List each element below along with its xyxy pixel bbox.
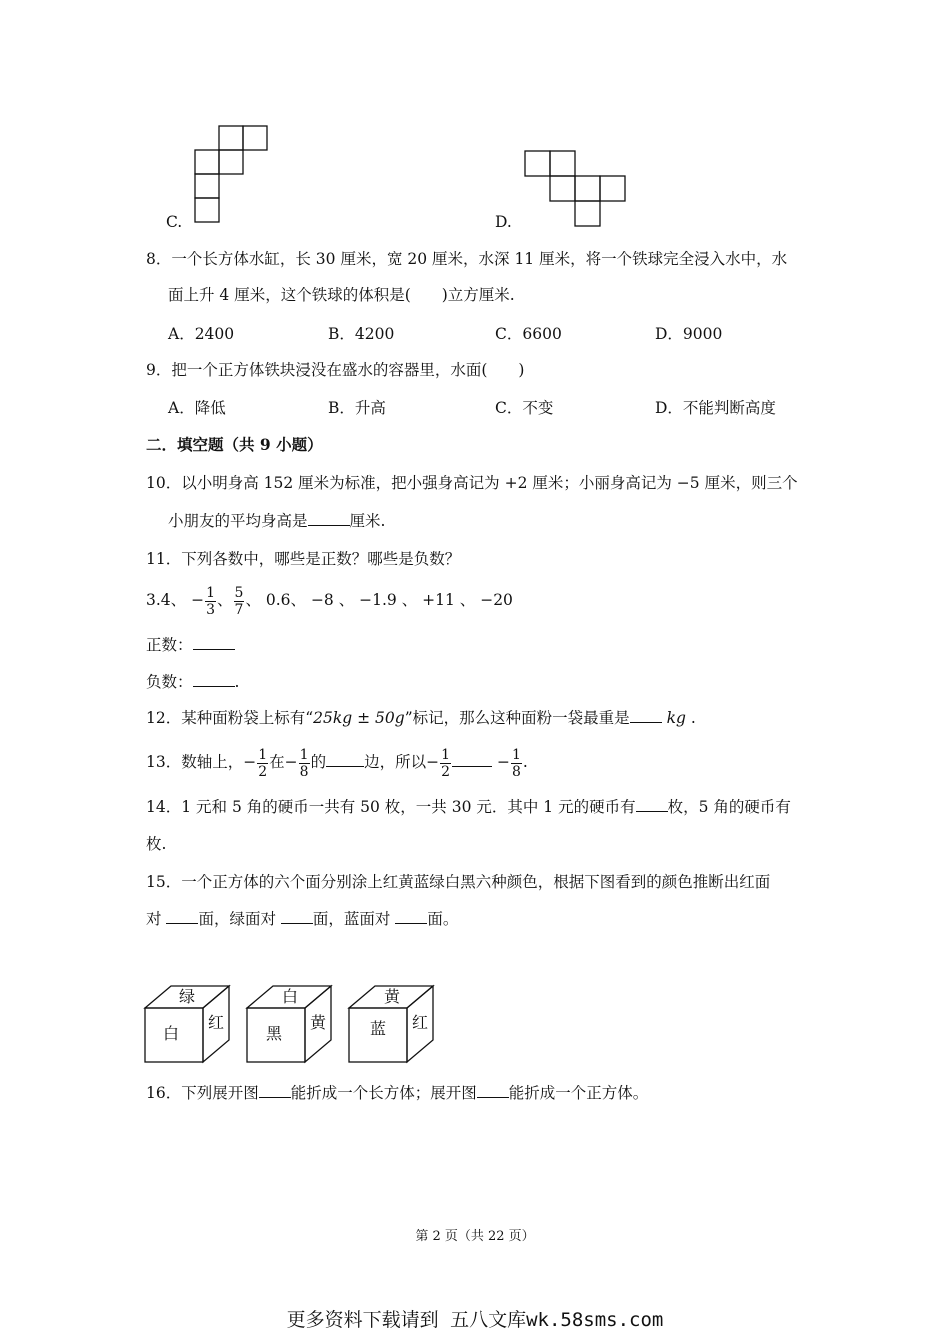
q15-line1: 15．一个正方体的六个面分别涂上红黄蓝绿白黑六种颜色，根据下图看到的颜色推断出红面	[146, 873, 771, 891]
q15-line2: 对 面，绿面对 面，蓝面对 面。	[146, 910, 459, 928]
q11-negative-row: 负数： .	[146, 673, 240, 691]
q14-blank-yuan[interactable]	[636, 797, 668, 812]
page-number: 第 2 页（共 22 页）	[415, 1229, 535, 1244]
option-d-label: D.	[495, 213, 512, 231]
q8-line2: 面上升 4 厘米，这个铁球的体积是( )立方厘米.	[168, 286, 515, 304]
cube-3-top-label: 黄	[383, 987, 401, 1006]
q9-text: 9．把一个正方体铁块浸没在盛水的容器里，水面( )	[146, 361, 525, 379]
q13-text: 13．数轴上，− $\frac{1}{2}$ 在− $\frac{1}{8}$ 的 边，所以− $\frac{1}{2}$ − $\frac{1}{8}$ .	[146, 746, 528, 780]
q9-option-b: B．升高	[328, 399, 386, 417]
cube-1-side-label: 红	[207, 1013, 225, 1032]
q16-blank-cuboid[interactable]	[259, 1083, 291, 1098]
cube-2-top-label: 白	[281, 987, 299, 1006]
section-title: 二．填空题（共 9 小题）	[146, 435, 323, 454]
cube-2-side-label: 黄	[309, 1013, 327, 1032]
q11-numbers: 3.4、 − $\frac{1}{3}$ 、 $\frac{5}{7}$ 、 0.6、 −8 、 −1.9 、 +11 、 −20	[146, 584, 513, 618]
cube-3-front-label: 蓝	[369, 1019, 387, 1038]
fraction-one-half: $\frac{1}{2}$	[258, 746, 268, 780]
q13-blank-compare[interactable]	[452, 752, 492, 767]
positive-blank[interactable]	[193, 635, 235, 650]
fraction-one-half-2: $\frac{1}{2}$	[441, 746, 451, 780]
option-c-label: C.	[166, 213, 183, 231]
q9-option-d: D．不能判断高度	[655, 399, 776, 417]
cube-3-side-label: 红	[411, 1013, 429, 1032]
q8-option-c: C．6600	[495, 325, 562, 343]
cube-1-front-label: 白	[162, 1024, 180, 1043]
negative-blank[interactable]	[193, 672, 235, 687]
net-figure-c	[190, 122, 272, 226]
q15-blank-green[interactable]	[281, 909, 313, 924]
q8-option-a: A．2400	[168, 325, 235, 343]
q8-line1: 8．一个长方体水缸，长 30 厘米，宽 20 厘米，水深 11 厘米，将一个铁球完全浸入水中，水	[146, 250, 788, 268]
cubes-figure	[140, 982, 440, 1066]
q13-blank-side[interactable]	[326, 752, 364, 767]
q16-blank-cube[interactable]	[477, 1083, 509, 1098]
cube-1-top-label: 绿	[178, 987, 196, 1006]
watermark-link[interactable]: 更多资料下载请到 五八文库wk.58sms.com	[286, 1309, 664, 1331]
fraction-one-third: $\frac{1}{3}$	[206, 584, 215, 618]
q10-line1: 10．以小明身高 152 厘米为标准，把小强身高记为 +2 厘米；小丽身高记为 −5 厘米，则三个	[146, 474, 798, 492]
cube-2-front-label: 黑	[265, 1024, 283, 1043]
q9-option-a: A．降低	[168, 399, 226, 417]
q11-positive-row: 正数：	[146, 635, 235, 655]
q10-line2: 小朋友的平均身高是 厘米.	[168, 512, 386, 530]
fraction-one-eighth: $\frac{1}{8}$	[299, 746, 309, 780]
q9-option-c: C．不变	[495, 399, 554, 417]
q8-option-b: B．4200	[328, 325, 395, 343]
q15-blank-red[interactable]	[166, 909, 198, 924]
q10-blank[interactable]	[308, 511, 350, 526]
net-figure-d	[522, 148, 628, 228]
q8-option-d: D．9000	[655, 325, 723, 343]
fraction-five-sevenths: $\frac{5}{7}$	[234, 584, 244, 618]
q12-blank[interactable]	[630, 708, 662, 723]
q14-line1: 14．1 元和 5 角的硬币一共有 50 枚，一共 30 元．其中 1 元的硬币有 枚，5 角的硬币有	[146, 798, 791, 816]
fraction-one-eighth-2: $\frac{1}{8}$	[511, 746, 521, 780]
q11-text: 11．下列各数中，哪些是正数？哪些是负数？	[146, 550, 461, 568]
q16-text: 16．下列展开图 能折成一个长方体；展开图 能折成一个正方体。	[146, 1084, 649, 1102]
q15-blank-blue[interactable]	[395, 909, 427, 924]
q14-line2: 枚.	[146, 835, 167, 853]
q12-text: 12．某种面粉袋上标有“25kg ± 50g”标记，那么这种面粉一袋最重是 kg .	[146, 709, 696, 727]
